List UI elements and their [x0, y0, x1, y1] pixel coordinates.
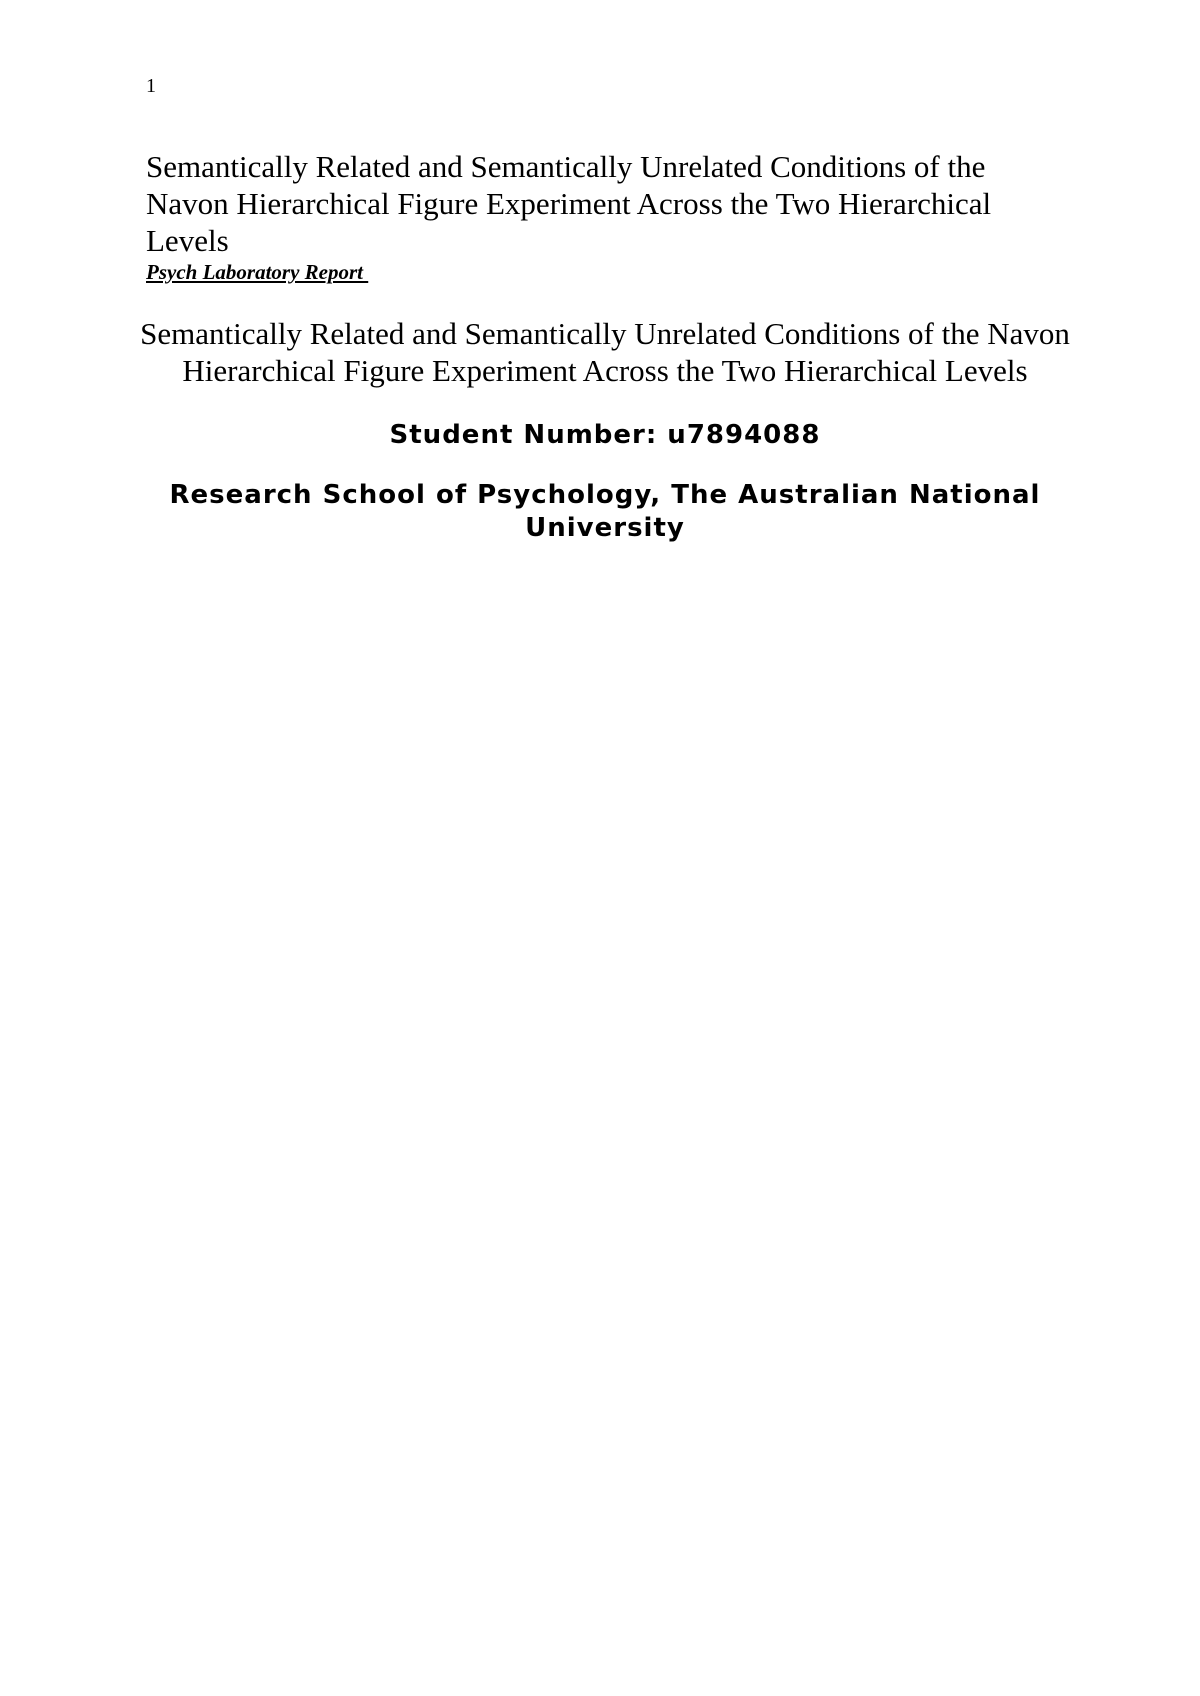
- affiliation: Research School of Psychology, The Australian National University: [169, 480, 1041, 543]
- title-page-block: [130, 315, 1080, 545]
- student-number: Student Number: u7894088: [389, 420, 821, 450]
- header-title: Semantically Related and Semantically Unrelated Conditions of the Navon Hierarchical Figure Experiment Across the Two Hierarchical Levels: [146, 149, 992, 258]
- page-number: 1: [146, 75, 156, 97]
- document-title: Semantically Related and Semantically Unrelated Conditions of the Navon Hierarchical Figure Experiment Across the Two Hierarchical Levels: [140, 316, 1070, 388]
- running-header: [146, 148, 1066, 285]
- report-label: Psych Laboratory Report: [146, 260, 369, 284]
